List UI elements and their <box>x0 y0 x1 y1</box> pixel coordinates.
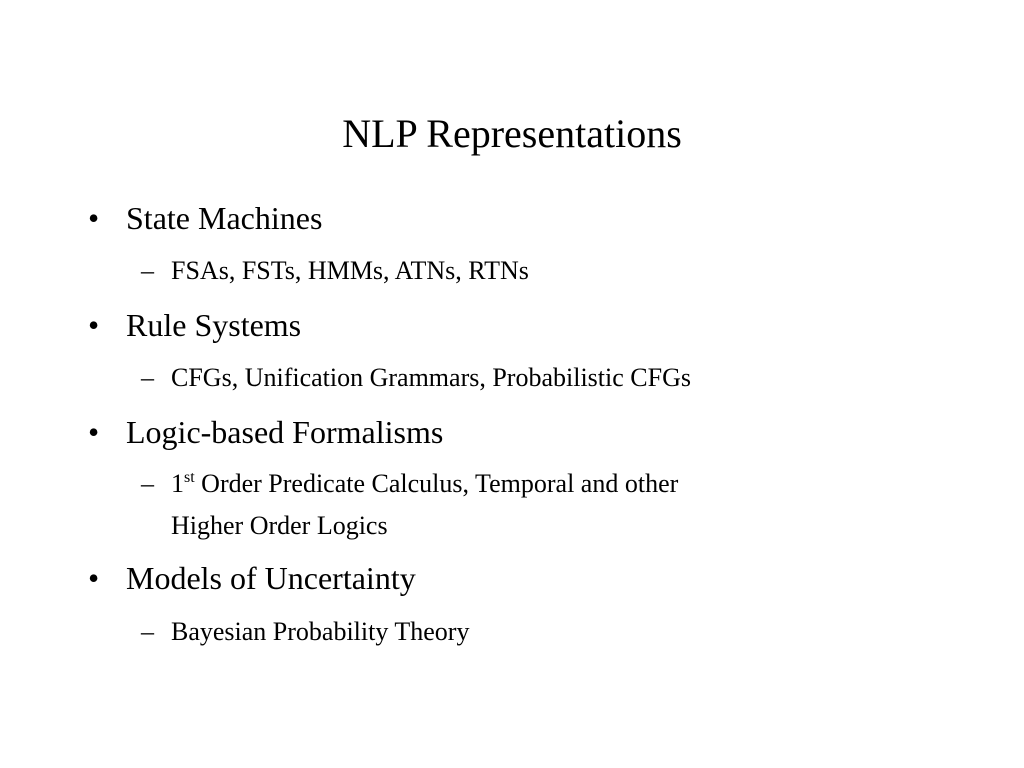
bullet-logic-based-formalisms <box>88 412 443 452</box>
sub-bullet-marker: – <box>141 469 154 498</box>
sub-bullet-marker: – <box>141 363 154 392</box>
sub-bullet-line-1 <box>141 463 678 505</box>
sub-bullet-marker: – <box>141 256 154 285</box>
bullet-text: State Machines <box>126 200 323 236</box>
bullet-marker: • <box>88 560 100 596</box>
bullet-models-of-uncertainty <box>88 558 416 598</box>
bullet-text: Models of Uncertainty <box>126 560 416 596</box>
sub-bullet-text: FSAs, FSTs, HMMs, ATNs, RTNs <box>171 256 529 285</box>
bullet-rule-systems <box>88 305 301 345</box>
sub-bullet-text: CFGs, Unification Grammars, Probabilistic CFGs <box>171 363 691 392</box>
ordinal-number: 1 <box>171 469 184 498</box>
sub-bullet-line-2: Higher Order Logics <box>171 511 388 540</box>
bullet-text: Rule Systems <box>126 307 302 343</box>
slide-title: NLP Representations <box>342 111 682 156</box>
bullet-text: Logic-based Formalisms <box>126 414 444 450</box>
bullet-marker: • <box>88 200 100 236</box>
ordinal-suffix: st <box>184 469 195 486</box>
sub-bullet-text: Bayesian Probability Theory <box>171 617 470 646</box>
bullet-state-machines <box>88 198 322 238</box>
bullet-marker: • <box>88 414 100 450</box>
sub-bullet-marker: – <box>141 617 154 646</box>
sub-bullet-text: Order Predicate Calculus, Temporal and other <box>194 469 679 498</box>
sub-bullet-state-machines <box>141 250 529 292</box>
sub-bullet-rule-systems <box>141 357 691 399</box>
sub-bullet-logic-based-formalisms <box>141 463 678 547</box>
sub-bullet-models-of-uncertainty <box>141 611 469 653</box>
bullet-marker: • <box>88 307 100 343</box>
